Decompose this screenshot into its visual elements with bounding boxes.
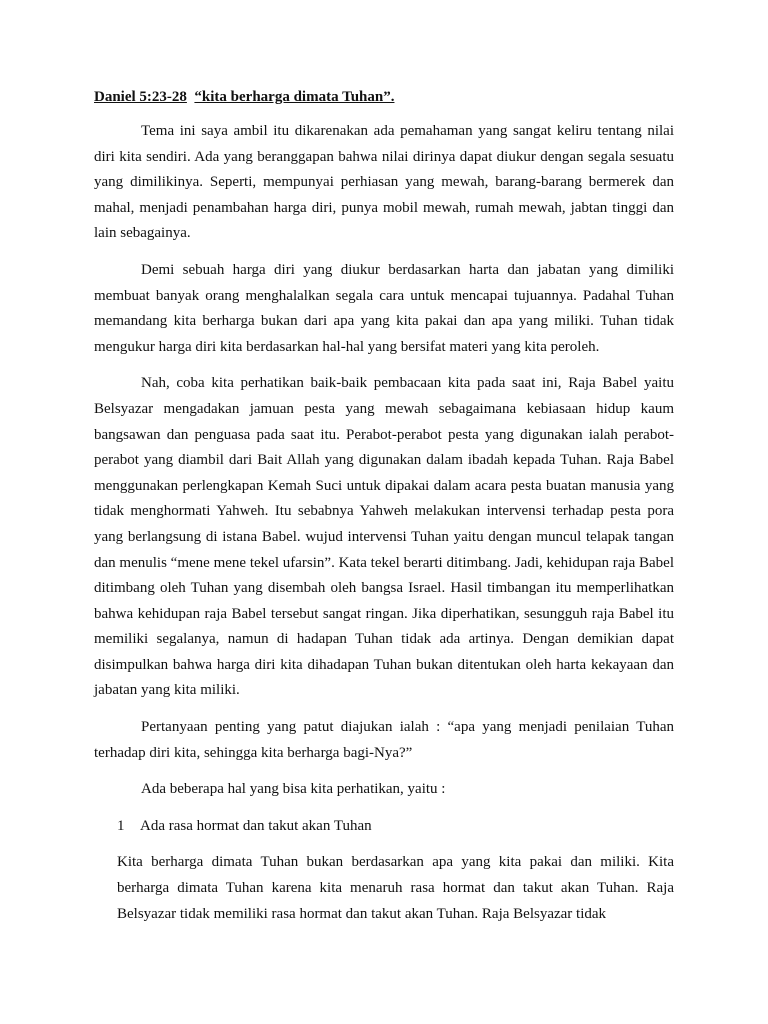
title-reference: Daniel 5:23-28	[94, 89, 187, 105]
paragraph-3: Nah, coba kita perhatikan baik-baik pembacaan kita pada saat ini, Raja Babel yaitu Belsyazar mengadakan jamuan pesta yang mewah sebagaimana kebiasaan hidup kaum bangsawan dan penguasa pada saat itu. Perabot-perabot pesta yang digunakan ialah perabot-perabot yang diambil dari Bait Allah yang digunakan dalam ibadah kepada Tuhan. Raja Babel menggunakan perlengkapan Kemah Suci untuk dipakai dalam acara pesta buatan manusia yang tidak menghormati Yahweh. Itu sebabnya Yahweh melakukan intervensi terhadap pesta pora yang berlangsung di istana Babel. wujud intervensi Tuhan yaitu dengan muncul telapak tangan dan menulis “mene mene tekel ufarsin”. Kata tekel berarti ditimbang. Jadi, kehidupan raja Babel ditimbang oleh Tuhan yang disembah oleh bangsa Israel. Hasil timbangan itu memperlihatkan bahwa kehidupan raja Babel tersebut sangat ringan. Jika diperhatikan, sesungguh raja Babel itu memiliki segalanya, namun di hadapan Tuhan tidak ada artinya. Dengan demikian dapat disimpulkan bahwa harga diri kita dihadapan Tuhan bukan ditentukan oleh harta kekayaan dan jabatan yang kita miliki.	[94, 375, 674, 699]
list-number: 1	[117, 817, 125, 834]
document-title	[94, 86, 674, 108]
list-label: Ada rasa hormat dan takut akan Tuhan	[140, 817, 372, 834]
paragraph-4: Pertanyaan penting yang patut diajukan ialah : “apa yang menjadi penilaian Tuhan terhadap diri kita, sehingga kita berharga bagi-Nya?”	[94, 719, 674, 761]
intro-line: Ada beberapa hal yang bisa kita perhatikan, yaitu :	[141, 781, 446, 798]
paragraph-2: Demi sebuah harga diri yang diukur berdasarkan harta dan jabatan yang dimiliki membuat banyak orang menghalalkan segala cara untuk mencapai tujuannya. Padahal Tuhan memandang kita berharga bukan dari apa yang kita pakai dan apa yang miliki. Tuhan tidak mengukur harga diri kita berdasarkan hal-hal yang bersifat materi yang kita peroleh.	[94, 261, 674, 355]
list-item-paragraph: Kita berharga dimata Tuhan bukan berdasarkan apa yang kita pakai dan miliki. Kita berharga dimata Tuhan karena kita menaruh rasa hormat dan takut akan Tuhan. Raja Belsyazar tidak memiliki rasa hormat dan takut akan Tuhan. Raja Belsyazar tidak	[117, 854, 674, 922]
list-item-1	[94, 814, 674, 840]
document-content	[94, 86, 674, 927]
title-theme: “kita berharga dimata Tuhan”.	[194, 89, 395, 105]
paragraph-1: Tema ini saya ambil itu dikarenakan ada pemahaman yang sangat keliru tentang nilai diri kita sendiri. Ada yang beranggapan bahwa nilai dirinya dapat diukur dengan segala sesuatu yang dimilikinya. Seperti, mempunyai perhiasan yang mewah, barang-barang bermerek dan mahal, menjadi penambahan harga diri, punya mobil mewah, rumah mewah, jabtan tinggi dan lain sebagainya.	[94, 123, 674, 242]
